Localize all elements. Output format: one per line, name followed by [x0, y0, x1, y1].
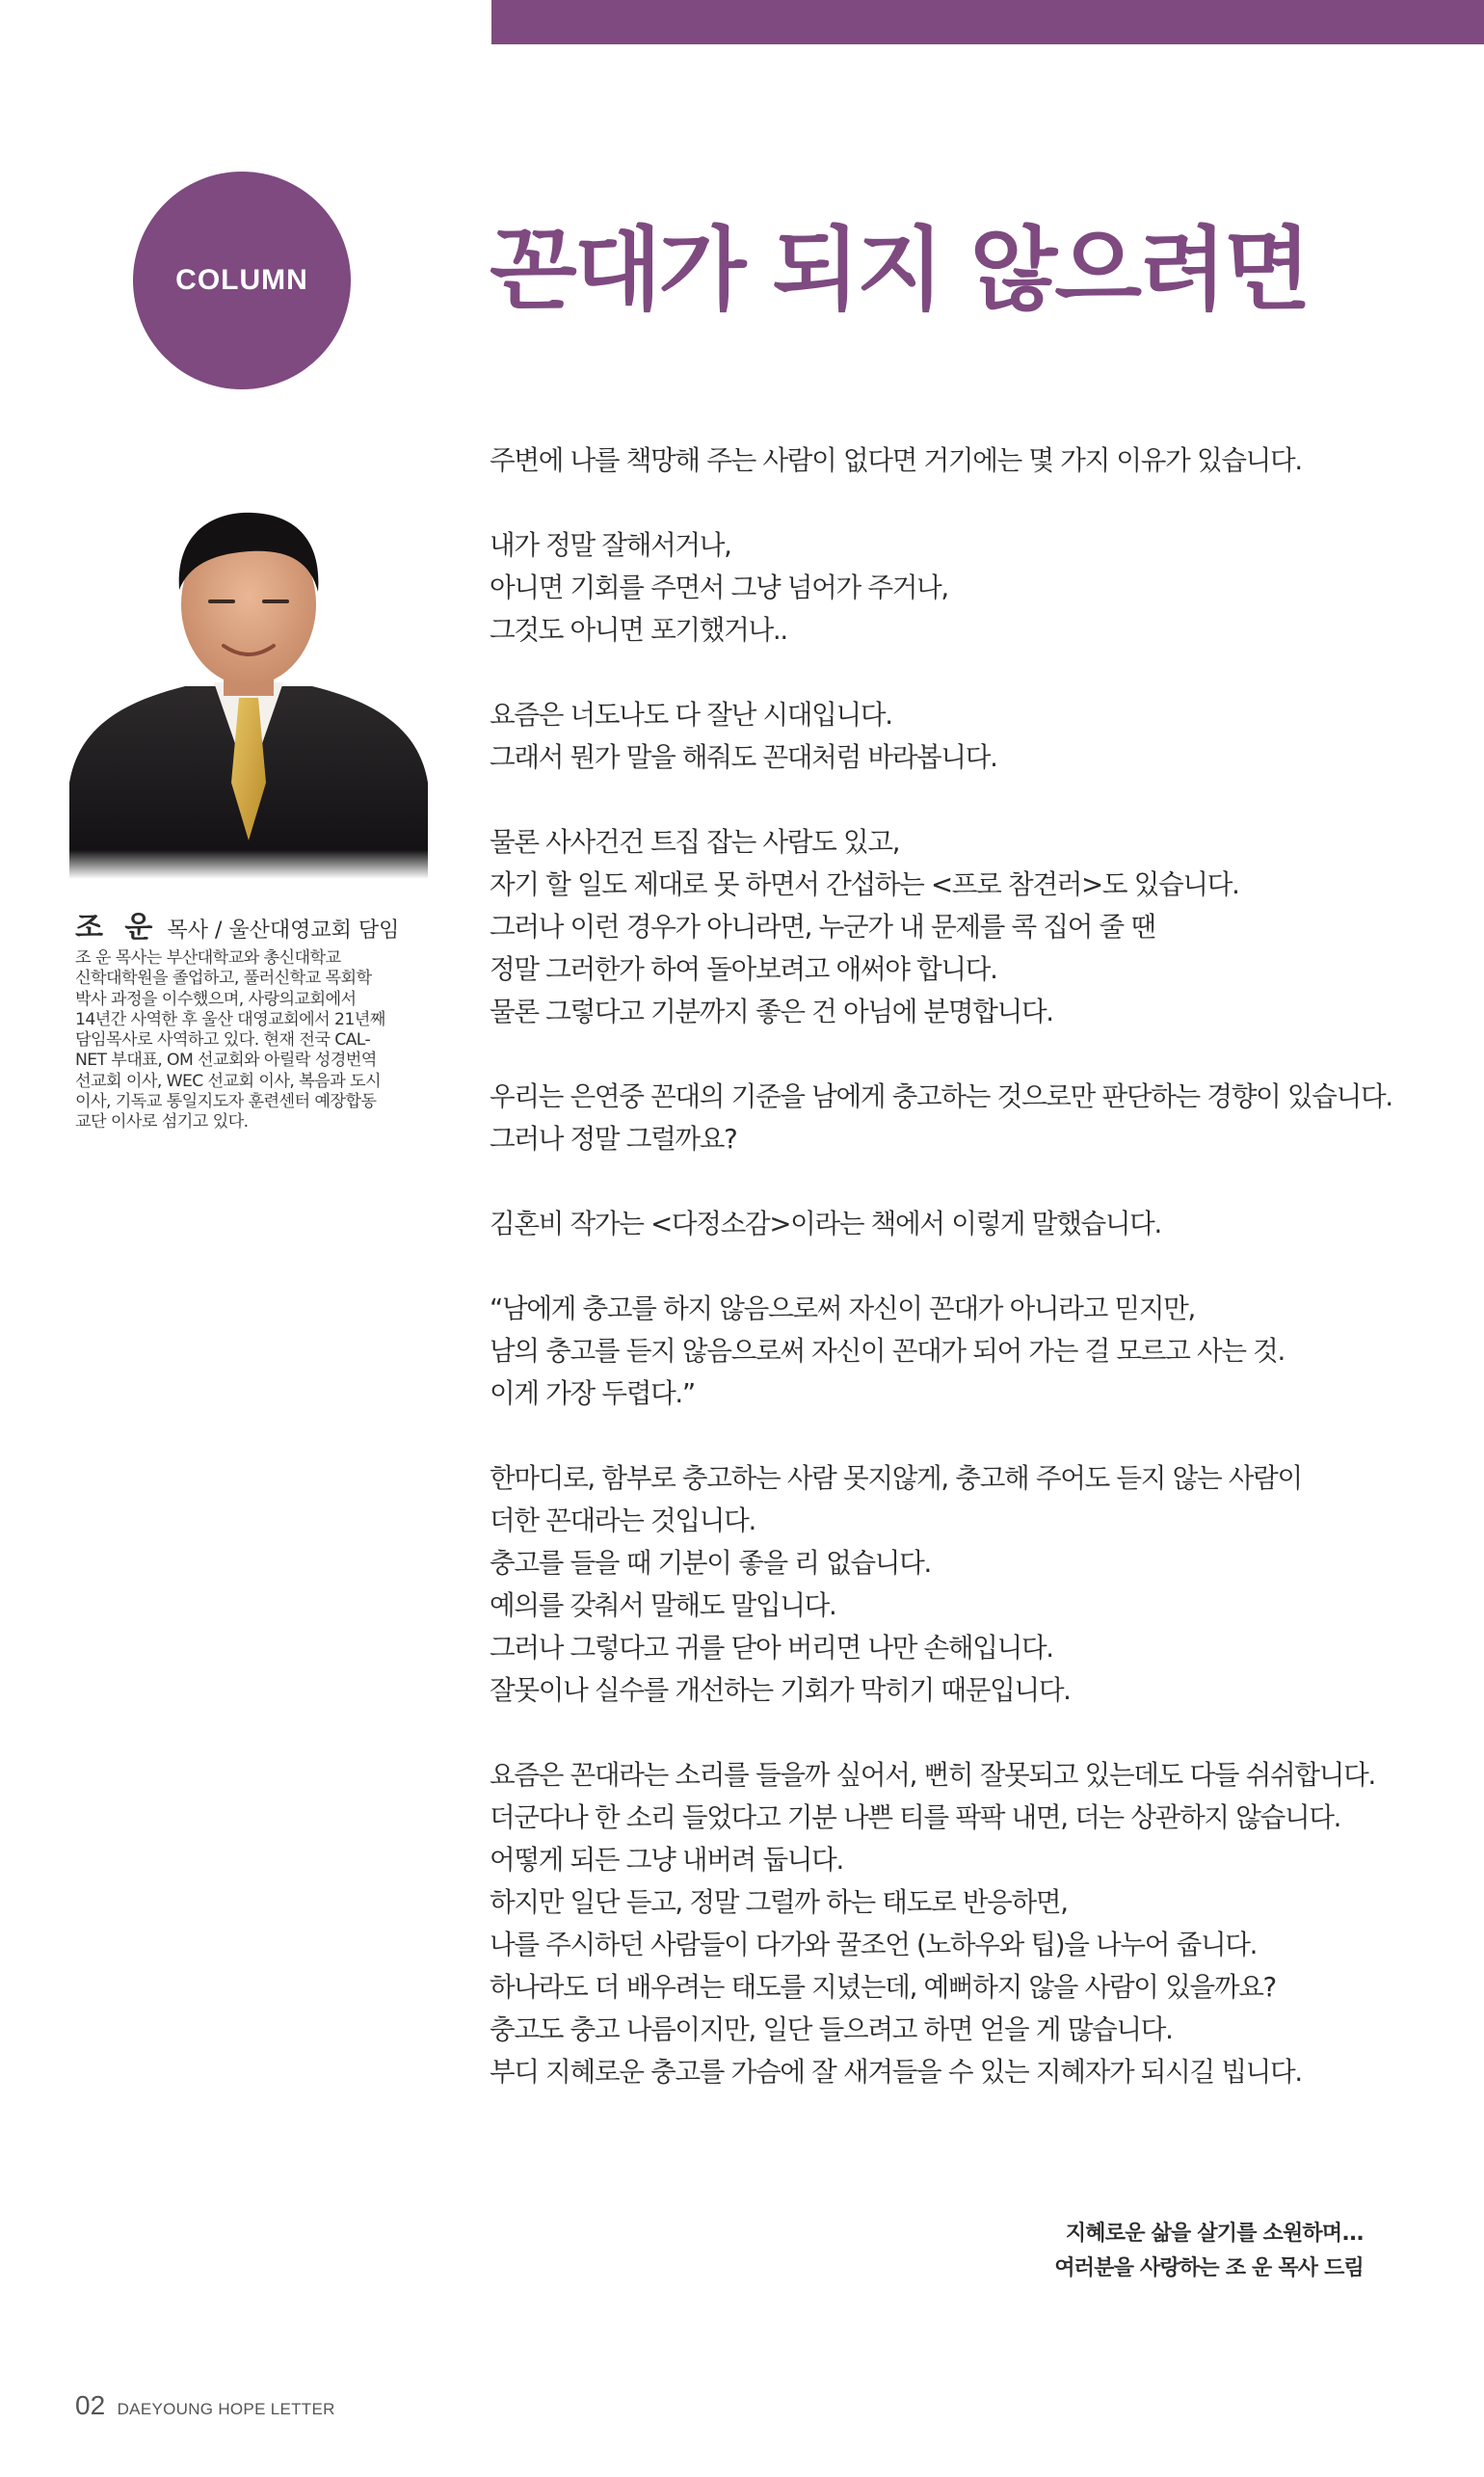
article-line: 충고도 충고 나름이지만, 일단 들으려고 하면 얻을 게 많습니다.	[490, 2013, 1173, 2045]
article-line: 김혼비 작가는 <다정소감>이라는 책에서 이렇게 말했습니다.	[490, 1208, 1162, 1239]
article-paragraph	[490, 524, 1386, 652]
article-line: 그것도 아니면 포기했거나..	[490, 614, 787, 646]
article-line: 그래서 뭔가 말을 해줘도 꼰대처럼 바라봅니다.	[490, 741, 997, 773]
article-line: 자기 할 일도 제대로 못 하면서 간섭하는 <프로 참견러>도 있습니다.	[490, 868, 1239, 900]
article-line: 나를 주시하던 사람들이 다가와 꿀조언 (노하우와 팁)을 나누어 줍니다.	[490, 1929, 1258, 1960]
article-quote	[490, 1288, 1386, 1415]
article-paragraph	[490, 1076, 1392, 1160]
author-bio-line: 신학대학원을 졸업하고, 풀러신학교 목회학	[75, 969, 372, 989]
article-line: 그러나 그렇다고 귀를 닫아 버리면 나만 손해입니다.	[490, 1632, 1053, 1664]
article-line: 잘못이나 실수를 개선하는 기회가 막히기 때문입니다.	[490, 1674, 1071, 1706]
author-bio-line: 이사, 기독교 통일지도자 훈련센터 예장합동	[75, 1092, 377, 1112]
author-bio-line: 박사 과정을 이수했으며, 사랑의교회에서	[75, 989, 357, 1009]
article-line: 아니면 기회를 주면서 그냥 넘어가 주거나,	[490, 572, 948, 603]
article-line: 그러나 정말 그럴까요?	[490, 1123, 737, 1155]
article-paragraph	[490, 1457, 1386, 1712]
article-paragraph	[490, 821, 1386, 1033]
page-footer	[75, 2390, 335, 2421]
article-paragraph	[490, 439, 1386, 482]
article-line: 하지만 일단 듣고, 정말 그럴까 하는 태도로 반응하면,	[490, 1886, 1068, 1918]
closing-line-1: 지혜로운 삶을 살기를 소원하며...	[1065, 2222, 1364, 2246]
article-line: 더한 꼰대라는 것입니다.	[490, 1505, 755, 1536]
page-number: 02	[75, 2390, 106, 2420]
article-line: 어떻게 되든 그냥 내버려 둡니다.	[490, 1844, 843, 1876]
article-line: 그러나 이런 경우가 아니라면, 누군가 내 문제를 콕 집어 줄 땐	[490, 911, 1155, 943]
author-bio-line: 담임목사로 사역하고 있다. 현재 전국 CAL-	[75, 1030, 371, 1051]
article-paragraph	[490, 1754, 1386, 2093]
article-paragraph	[490, 1203, 1386, 1245]
author-bio-line: 선교회 이사, WEC 선교회 이사, 복음과 도시	[75, 1071, 382, 1091]
article-line: 충고를 들을 때 기분이 좋을 리 없습니다.	[490, 1547, 931, 1579]
article-line: “남에게 충고를 하지 않음으로써 자신이 꼰대가 아니라고 믿지만,	[490, 1292, 1196, 1324]
author-photo	[69, 493, 428, 879]
article-line: 물론 그렇다고 기분까지 좋은 건 아님에 분명합니다.	[490, 996, 1053, 1027]
article-line: 요즘은 꼰대라는 소리를 들을까 싶어서, 뻔히 잘못되고 있는데도 다들 쉬쉬합니다.	[490, 1759, 1375, 1791]
article-line: 남의 충고를 듣지 않음으로써 자신이 꼰대가 되어 가는 걸 모르고 사는 것.	[490, 1335, 1285, 1367]
top-accent-band	[491, 0, 1484, 44]
author-byline	[75, 903, 399, 946]
author-bio-line: NET 부대표, OM 선교회와 아릴락 성경번역	[75, 1051, 377, 1071]
author-role: 목사 / 울산대영교회 담임	[167, 919, 400, 943]
closing-signature	[1054, 2217, 1364, 2286]
article-paragraph	[490, 694, 1386, 779]
article-line: 이게 가장 두렵다.”	[490, 1377, 695, 1409]
article-line: 주변에 나를 책망해 주는 사람이 없다면 거기에는 몇 가지 이유가 있습니다.	[490, 444, 1302, 476]
author-bio-line: 14년간 사역한 후 울산 대영교회에서 21년째	[75, 1009, 385, 1029]
article-title: 꼰대가 되지 않으려면	[490, 218, 1309, 323]
article-body	[490, 439, 1392, 2136]
article-line: 정말 그러한가 하여 돌아보려고 애써야 합니다.	[490, 953, 997, 985]
article-line: 한마디로, 함부로 충고하는 사람 못지않게, 충고해 주어도 듣지 않는 사람이	[490, 1462, 1302, 1494]
author-bio	[75, 948, 420, 1133]
author-bio-line: 조 운 목사는 부산대학교와 총신대학교	[75, 948, 341, 968]
article-line: 물론 사사건건 트집 잡는 사람도 있고,	[490, 826, 900, 858]
author-name: 조 운	[75, 911, 159, 945]
article-line: 우리는 은연중 꼰대의 기준을 남에게 충고하는 것으로만 판단하는 경향이 있습니다.	[490, 1080, 1392, 1112]
article-line: 요즘은 너도나도 다 잘난 시대입니다.	[490, 699, 892, 731]
article-line: 하나라도 더 배우려는 태도를 지녔는데, 예뻐하지 않을 사람이 있을까요?	[490, 1971, 1276, 2003]
column-badge-label: COLUMN	[175, 264, 308, 296]
author-bio-line: 교단 이사로 섬기고 있다.	[75, 1112, 249, 1132]
article-line: 부디 지혜로운 충고를 가슴에 잘 새겨들을 수 있는 지혜자가 되시길 빕니다.	[490, 2056, 1302, 2088]
article-line: 내가 정말 잘해서거나,	[490, 529, 731, 561]
column-badge	[133, 172, 351, 389]
publication-name: DAEYOUNG HOPE LETTER	[117, 2400, 335, 2418]
article-line: 예의를 갖춰서 말해도 말입니다.	[490, 1589, 836, 1621]
closing-line-2: 여러분을 사랑하는 조 운 목사 드림	[1054, 2256, 1364, 2280]
article-line: 더군다나 한 소리 들었다고 기분 나쁜 티를 팍팍 내면, 더는 상관하지 않습니다.	[490, 1801, 1341, 1833]
